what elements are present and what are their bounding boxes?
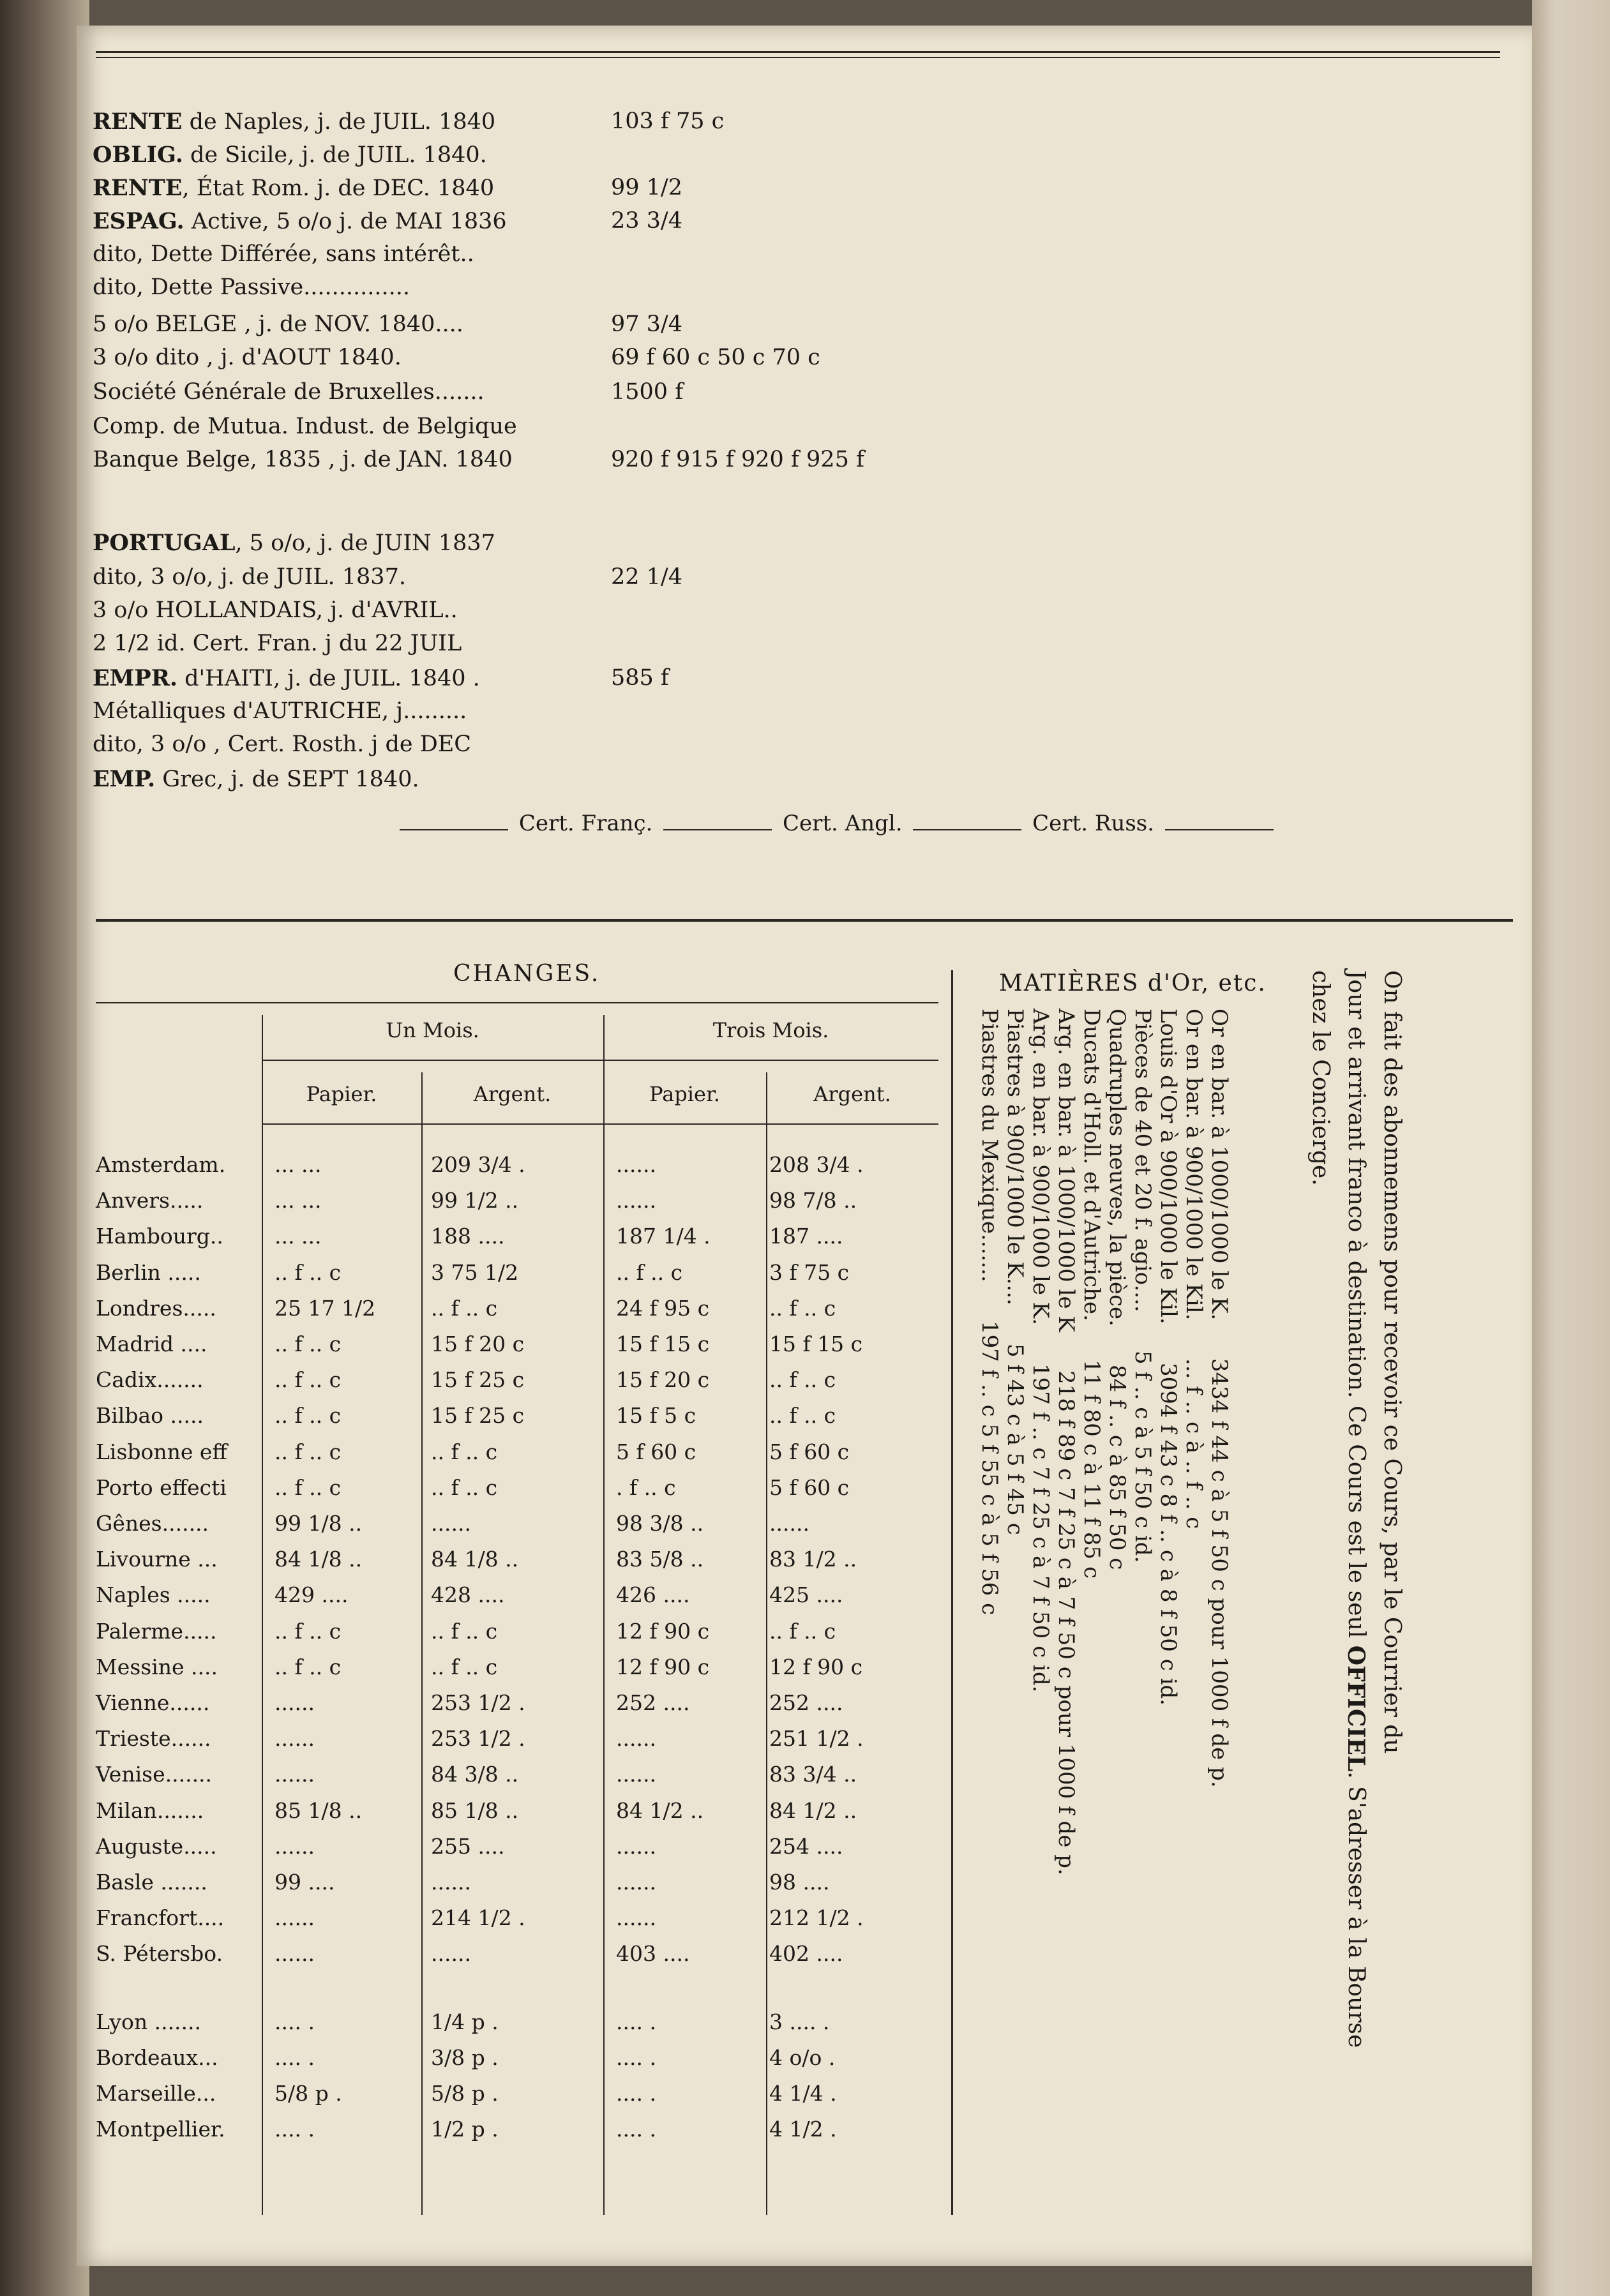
- top-rule: [96, 51, 1500, 58]
- rate-cell: 98 3/8 ..: [616, 1511, 704, 1536]
- matiere-label: Arg. en bar. à 1000/1000 le K: [1053, 1009, 1079, 1332]
- bond-label: [93, 208, 507, 234]
- rate-cell: .. f .. c: [769, 1367, 836, 1393]
- matiere-row: [1207, 1009, 1232, 2189]
- rate-cell: .. f .. c: [431, 1618, 498, 1644]
- table-top-rule: [96, 1002, 938, 1003]
- city-name: Lisbonne eff: [96, 1439, 227, 1464]
- notice-line-1: On fait des abonnemens pour recevoir ce Cours, par le Courrier du: [1379, 970, 1405, 1754]
- table-row: [96, 1332, 945, 1367]
- rate-cell: ... ...: [275, 1188, 322, 1213]
- bond-value: 69 f 60 c 50 c 70 c: [611, 345, 820, 370]
- table-row: [96, 1941, 945, 1977]
- matiere-label: Piastres à 900/1000 le K....: [1002, 1009, 1028, 1305]
- bond-keyword: EMPR.: [93, 665, 178, 691]
- bond-description: dito, Dette Passive...............: [93, 274, 410, 300]
- matiere-label: Ducats d'Holl. et d'Autriche.: [1079, 1009, 1104, 1321]
- bond-label: [93, 175, 494, 201]
- rate-cell: ... ...: [275, 1152, 322, 1177]
- bond-keyword: RENTE: [93, 109, 183, 135]
- rate-cell: 251 1/2 .: [769, 1726, 864, 1752]
- matiere-row: [1002, 1009, 1028, 2189]
- rate-cell: 255 ....: [431, 1833, 505, 1859]
- city-name: Hambourg..: [96, 1224, 223, 1249]
- matiere-row: [1104, 1009, 1130, 2189]
- table-row: [96, 1654, 945, 1690]
- table-row: [96, 2081, 945, 2117]
- bond-description: de Sicile, j. de JUIL. 1840.: [183, 142, 487, 168]
- rate-cell: ......: [769, 1511, 809, 1536]
- bond-label: [93, 109, 495, 135]
- table-row: [96, 1798, 945, 1834]
- rate-cell: ......: [431, 1511, 471, 1536]
- bond-label: [93, 631, 462, 656]
- rate-cell: 15 f 5 c: [616, 1403, 696, 1429]
- rate-cell: 5/8 p .: [275, 2081, 342, 2106]
- city-name: Londres.....: [96, 1295, 216, 1321]
- city-name: S. Pétersbo.: [96, 1941, 223, 1967]
- rate-cell: 252 ....: [616, 1690, 690, 1715]
- city-name: Marseille...: [96, 2081, 216, 2106]
- rate-cell: ......: [275, 1762, 315, 1787]
- matieres-divider: [951, 970, 953, 2215]
- rate-cell: 402 ....: [769, 1941, 843, 1967]
- rate-cell: 4 1/2 .: [769, 2117, 837, 2142]
- bond-description: Société Générale de Bruxelles.......: [93, 379, 485, 405]
- rate-cell: ......: [431, 1941, 471, 1967]
- rate-cell: 15 f 20 c: [431, 1332, 525, 1356]
- matieres-table: [977, 1009, 1238, 2189]
- rate-cell: 12 f 90 c: [616, 1618, 710, 1644]
- rate-cell: 5/8 p .: [431, 2081, 499, 2106]
- rate-cell: ......: [616, 1188, 656, 1213]
- rate-cell: 429 ....: [275, 1582, 349, 1608]
- bond-description: Comp. de Mutua. Indust. de Belgique: [93, 414, 517, 439]
- rate-cell: 1/4 p .: [431, 2009, 499, 2034]
- city-name: Milan.......: [96, 1797, 204, 1823]
- city-name: Palerme.....: [96, 1618, 217, 1644]
- rate-cell: 84 1/2 ..: [769, 1797, 857, 1823]
- matiere-value: 218 f 89 c 7 f 25 c à 7 f 50 c pour 1000 f de p.: [1053, 1370, 1079, 1875]
- matiere-label: Or en bar. à 1000/1000 le K.: [1207, 1009, 1232, 1321]
- rate-cell: .... .: [275, 2045, 315, 2070]
- matiere-label: Louis d'Or à 900/1000 le Kil.: [1155, 1009, 1181, 1324]
- table-row: [96, 2045, 945, 2081]
- rate-cell: ......: [431, 1870, 471, 1895]
- table-row: [96, 1690, 945, 1726]
- city-name: Bilbao .....: [96, 1403, 204, 1429]
- rate-cell: ......: [275, 1690, 315, 1715]
- header-argent-2: Argent.: [813, 1082, 891, 1106]
- rate-cell: 15 f 15 c: [769, 1332, 863, 1356]
- bond-description: Active, 5 o/o j. de MAI 1836: [184, 209, 507, 234]
- matiere-value: ... f .. c à .. f .. c: [1181, 1358, 1207, 1529]
- bond-label: [93, 241, 474, 267]
- table-row: [96, 1224, 945, 1259]
- bond-description: 2 1/2 id. Cert. Fran. j du 22 JUIL: [93, 631, 462, 656]
- rate-cell: 5 f 60 c: [769, 1439, 850, 1464]
- city-name: Cadix.......: [96, 1367, 204, 1393]
- table-row: [96, 1188, 945, 1224]
- rate-cell: .... .: [616, 2117, 656, 2142]
- rate-cell: 214 1/2 .: [431, 1905, 525, 1931]
- bond-label: [93, 698, 467, 724]
- bond-description: d'HAITI, j. de JUIL. 1840 .: [177, 666, 480, 691]
- rate-cell: 426 ....: [616, 1582, 690, 1608]
- matiere-label: Pièces de 40 et 20 f. agio....: [1130, 1009, 1155, 1312]
- rate-cell: .. f .. c: [431, 1474, 498, 1500]
- header-papier-1: Papier.: [306, 1082, 377, 1106]
- rate-cell: 425 ....: [769, 1582, 843, 1608]
- bond-label: [93, 597, 458, 623]
- rate-cell: ......: [616, 1905, 656, 1931]
- rate-cell: .... .: [616, 2045, 656, 2070]
- matiere-value: 5 f 43 c à 5 f 45 c: [1002, 1343, 1028, 1535]
- bond-label: [93, 732, 471, 757]
- city-name: Venise.......: [96, 1762, 213, 1787]
- header-argent-1: Argent.: [473, 1082, 552, 1106]
- bond-label: [93, 564, 406, 590]
- city-name: Vienne......: [96, 1690, 210, 1715]
- cert-blank: [913, 829, 1021, 830]
- city-name: Messine ....: [96, 1654, 218, 1679]
- rate-cell: .... .: [616, 2081, 656, 2106]
- notice-line-3: chez le Concierge.: [1307, 970, 1334, 1186]
- bond-description: 3 o/o HOLLANDAIS, j. d'AVRIL..: [93, 597, 458, 623]
- city-name: Francfort....: [96, 1905, 225, 1931]
- city-name: Auguste.....: [96, 1833, 217, 1859]
- city-name: Gênes.......: [96, 1511, 209, 1536]
- rate-cell: ......: [275, 1941, 315, 1967]
- bond-value: 22 1/4: [611, 564, 682, 590]
- rate-cell: ......: [275, 1726, 315, 1752]
- table-row: [96, 1296, 945, 1332]
- middle-rule: [96, 919, 1513, 922]
- table-row: [96, 1762, 945, 1797]
- cert-franc: Cert. Franç.: [518, 811, 653, 836]
- rate-cell: ......: [616, 1762, 656, 1787]
- bond-value: 585 f: [611, 665, 669, 691]
- rate-cell: .. f .. c: [769, 1618, 836, 1644]
- bond-label: [93, 766, 419, 792]
- matiere-value: 5 f .. c à 5 f 50 c id.: [1130, 1350, 1155, 1563]
- matieres-title: MATIÈRES d'Or, etc.: [999, 970, 1267, 996]
- rate-cell: 1/2 p .: [431, 2117, 499, 2142]
- bond-value: 103 f 75 c: [611, 109, 725, 134]
- matiere-row: [1181, 1009, 1207, 2189]
- rate-cell: 84 1/2 ..: [616, 1797, 704, 1823]
- rate-cell: 3/8 p .: [431, 2045, 499, 2070]
- table-row: [96, 1582, 945, 1618]
- city-name: Naples .....: [96, 1582, 211, 1608]
- bond-description: Grec, j. de SEPT 1840.: [155, 767, 419, 792]
- rate-cell: .. f .. c: [275, 1367, 342, 1393]
- rate-cell: 187 ....: [769, 1224, 843, 1249]
- bond-description: dito, 3 o/o, j. de JUIL. 1837.: [93, 564, 406, 590]
- adjacent-page-edge: [1532, 0, 1610, 2296]
- rate-cell: 3 75 1/2: [431, 1259, 519, 1285]
- rate-cell: 25 17 1/2: [275, 1295, 376, 1321]
- rate-cell: 3 .... .: [769, 2009, 830, 2034]
- matiere-row: [1079, 1009, 1104, 2189]
- table-row: [96, 1870, 945, 1905]
- bond-description: 5 o/o BELGE , j. de NOV. 1840....: [93, 311, 463, 337]
- cert-blank: [1165, 829, 1274, 830]
- bond-label: [93, 311, 463, 337]
- table-row: [96, 1367, 945, 1403]
- bond-keyword: OBLIG.: [93, 142, 183, 168]
- matiere-label: Or en bar. à 900/1000 le Kil.: [1181, 1009, 1207, 1321]
- table-row: [96, 2117, 945, 2152]
- bond-value: 23 3/4: [611, 208, 682, 234]
- rate-cell: 12 f 90 c: [616, 1654, 710, 1679]
- rate-cell: .. f .. c: [769, 1295, 836, 1321]
- bond-label: [93, 530, 495, 556]
- rate-cell: 84 3/8 ..: [431, 1762, 519, 1787]
- table-row: [96, 1511, 945, 1547]
- rate-cell: 253 1/2 .: [431, 1726, 525, 1752]
- bond-label: [93, 379, 485, 405]
- matiere-label: Quadruples neuves, la pièce.: [1104, 1009, 1130, 1326]
- city-name: Montpellier.: [96, 2117, 225, 2142]
- bond-keyword: EMP.: [93, 766, 156, 792]
- rate-cell: 208 3/4 .: [769, 1152, 864, 1177]
- bond-label: [93, 345, 402, 370]
- matiere-row: [1053, 1009, 1079, 2189]
- table-row: [96, 1834, 945, 1870]
- rate-cell: 3 f 75 c: [769, 1259, 850, 1285]
- matiere-row: [1130, 1009, 1155, 2189]
- notice-line-2: Jour et arrivant franco à destination. Ce Cours est le seul OFFICIEL. S'adresser à la Bourse: [1343, 970, 1369, 2048]
- bond-label: [93, 142, 487, 168]
- rate-cell: .. f .. c: [431, 1654, 498, 1679]
- rate-cell: 252 ....: [769, 1690, 843, 1715]
- bond-description: Métalliques d'AUTRICHE, j.........: [93, 698, 467, 724]
- rate-cell: .... .: [275, 2009, 315, 2034]
- rate-cell: .... .: [616, 2009, 656, 2034]
- table-row: [96, 1905, 945, 1941]
- rate-cell: 5 f 60 c: [616, 1439, 696, 1464]
- bond-description: 3 o/o dito , j. d'AOUT 1840.: [93, 345, 402, 370]
- rate-cell: .. f .. c: [275, 1654, 342, 1679]
- rate-cell: 85 1/8 ..: [431, 1797, 519, 1823]
- table-row: [96, 1439, 945, 1475]
- bond-description: de Naples, j. de JUIL. 1840: [182, 109, 496, 135]
- rate-cell: 84 1/8 ..: [275, 1547, 363, 1572]
- rate-cell: 99 ....: [275, 1870, 335, 1895]
- rate-cell: 83 3/4 ..: [769, 1762, 857, 1787]
- bond-label: [93, 414, 517, 439]
- rate-cell: 98 ....: [769, 1870, 830, 1895]
- city-name: Berlin .....: [96, 1259, 201, 1285]
- rate-cell: 254 ....: [769, 1833, 843, 1859]
- matiere-row: [1028, 1009, 1053, 2189]
- rate-cell: 15 f 25 c: [431, 1403, 525, 1429]
- rate-cell: .. f .. c: [275, 1332, 342, 1356]
- official-word: OFFICIEL: [1343, 1645, 1369, 1772]
- rate-cell: .... .: [275, 2117, 315, 2142]
- matiere-row: [1155, 1009, 1181, 2189]
- city-name: Bordeaux...: [96, 2045, 218, 2070]
- rate-cell: .. f .. c: [275, 1439, 342, 1464]
- rate-cell: 85 1/8 ..: [275, 1797, 363, 1823]
- exchange-table: [96, 1002, 945, 2215]
- rate-cell: .. f .. c: [275, 1618, 342, 1644]
- table-row: [96, 2009, 945, 2045]
- rate-cell: 98 7/8 ..: [769, 1188, 857, 1213]
- cert-blank: [400, 829, 508, 830]
- rate-cell: .. f .. c: [431, 1295, 498, 1321]
- rate-cell: ......: [275, 1833, 315, 1859]
- table-row: [96, 1547, 945, 1582]
- bond-label: [93, 665, 480, 691]
- changes-title: CHANGES.: [453, 961, 601, 987]
- rate-cell: 12 f 90 c: [769, 1654, 863, 1679]
- city-name: Amsterdam.: [96, 1152, 226, 1177]
- matiere-value: 3094 f 43 c 8 f .. c à 8 f 50 c id.: [1155, 1362, 1181, 1706]
- bond-description: Banque Belge, 1835 , j. de JAN. 1840: [93, 447, 513, 472]
- table-row: [96, 1726, 945, 1762]
- matiere-value: 11 f 80 c à 11 f 85 c: [1079, 1359, 1104, 1579]
- rate-cell: 83 1/2 ..: [769, 1547, 857, 1572]
- matiere-value: 197 f .. c 7 f 25 c à 7 f 50 c id.: [1028, 1363, 1053, 1693]
- header-un-mois: Un Mois.: [386, 1018, 479, 1042]
- city-name: Anvers.....: [96, 1188, 204, 1213]
- bond-description: dito, 3 o/o , Cert. Rosth. j de DEC: [93, 732, 472, 757]
- city-name: Trieste......: [96, 1726, 211, 1752]
- rate-cell: ......: [616, 1833, 656, 1859]
- rate-cell: 187 1/4 .: [616, 1224, 711, 1249]
- header-papier-2: Papier.: [649, 1082, 720, 1106]
- city-name: Porto effecti: [96, 1474, 227, 1500]
- rate-cell: .. f .. c: [275, 1403, 342, 1429]
- rate-cell: 24 f 95 c: [616, 1295, 710, 1321]
- rate-cell: .. f .. c: [275, 1259, 342, 1285]
- city-name: Madrid ....: [96, 1332, 207, 1356]
- cert-blank: [663, 829, 772, 830]
- bond-value: 1500 f: [611, 379, 684, 405]
- city-name: Livourne ...: [96, 1547, 218, 1572]
- rate-cell: ......: [616, 1152, 656, 1177]
- rate-cell: 4 o/o .: [769, 2045, 836, 2070]
- rate-cell: .. f .. c: [431, 1439, 498, 1464]
- city-name: Lyon .......: [96, 2009, 202, 2034]
- rate-cell: 15 f 25 c: [431, 1367, 525, 1393]
- rate-cell: 84 1/8 ..: [431, 1547, 519, 1572]
- table-subheader-rule: [262, 1123, 938, 1125]
- rate-cell: ......: [616, 1870, 656, 1895]
- matiere-label: Piastres du Mexique.......: [977, 1009, 1002, 1282]
- bond-value: 97 3/4: [611, 311, 682, 337]
- bond-description: dito, Dette Différée, sans intérêt..: [93, 241, 474, 267]
- cert-russ: Cert. Russ.: [1032, 811, 1155, 836]
- rate-cell: 99 1/8 ..: [275, 1511, 363, 1536]
- cert-angl: Cert. Angl.: [782, 811, 903, 836]
- rate-cell: 4 1/4 .: [769, 2081, 837, 2106]
- rate-cell: 5 f 60 c: [769, 1474, 850, 1500]
- matiere-value: 3434 f 44 c à 5 f 50 c pour 1000 f de p.: [1207, 1358, 1232, 1789]
- matiere-value: 84 f .. c à 85 f 50 c: [1104, 1364, 1130, 1570]
- rate-cell: ......: [616, 1726, 656, 1752]
- table-row: [96, 1403, 945, 1439]
- city-name: Basle .......: [96, 1870, 207, 1895]
- table-row: [96, 1152, 945, 1188]
- table-row: [96, 1475, 945, 1511]
- table-row: [96, 1260, 945, 1296]
- rate-cell: .. f .. c: [769, 1403, 836, 1429]
- subscription-notice: [1302, 970, 1410, 2196]
- matiere-row: [977, 1009, 1002, 2189]
- rate-cell: 403 ....: [616, 1941, 690, 1967]
- book-spine: [0, 0, 89, 2296]
- rate-cell: .. f .. c: [616, 1259, 683, 1285]
- matiere-label: Arg. en bar. à 900/1000 le K.: [1028, 1009, 1053, 1325]
- rate-cell: 15 f 20 c: [616, 1367, 710, 1393]
- matiere-value: 197 f .. c 5 f 55 c à 5 f 56 c: [977, 1320, 1002, 1615]
- rate-cell: .. f .. c: [275, 1474, 342, 1500]
- bond-description: , 5 o/o, j. de JUIN 1837: [235, 530, 495, 556]
- rate-cell: 15 f 15 c: [616, 1332, 710, 1356]
- bond-description: , État Rom. j. de DEC. 1840: [182, 176, 495, 201]
- bond-value: 99 1/2: [611, 175, 682, 200]
- table-header-rule: [262, 1060, 938, 1061]
- bond-label: [93, 447, 513, 472]
- rate-cell: 212 1/2 .: [769, 1905, 864, 1931]
- header-trois-mois: Trois Mois.: [712, 1018, 829, 1042]
- rate-cell: 83 5/8 ..: [616, 1547, 704, 1572]
- rate-cell: 99 1/2 ..: [431, 1188, 519, 1213]
- rate-cell: ... ...: [275, 1224, 322, 1249]
- table-row: [96, 1619, 945, 1654]
- bond-keyword: PORTUGAL: [93, 530, 236, 556]
- rate-cell: 428 ....: [431, 1582, 505, 1608]
- certificates-line: [396, 811, 1277, 836]
- bond-value: 920 f 915 f 920 f 925 f: [611, 447, 864, 472]
- bond-label: [93, 274, 410, 300]
- bond-keyword: RENTE: [93, 175, 183, 201]
- bond-keyword: ESPAG.: [93, 208, 184, 234]
- rate-cell: 188 ....: [431, 1224, 505, 1249]
- rate-cell: ......: [275, 1905, 315, 1931]
- rate-cell: 253 1/2 .: [431, 1690, 525, 1715]
- rate-cell: . f .. c: [616, 1474, 676, 1500]
- rate-cell: 209 3/4 .: [431, 1152, 525, 1177]
